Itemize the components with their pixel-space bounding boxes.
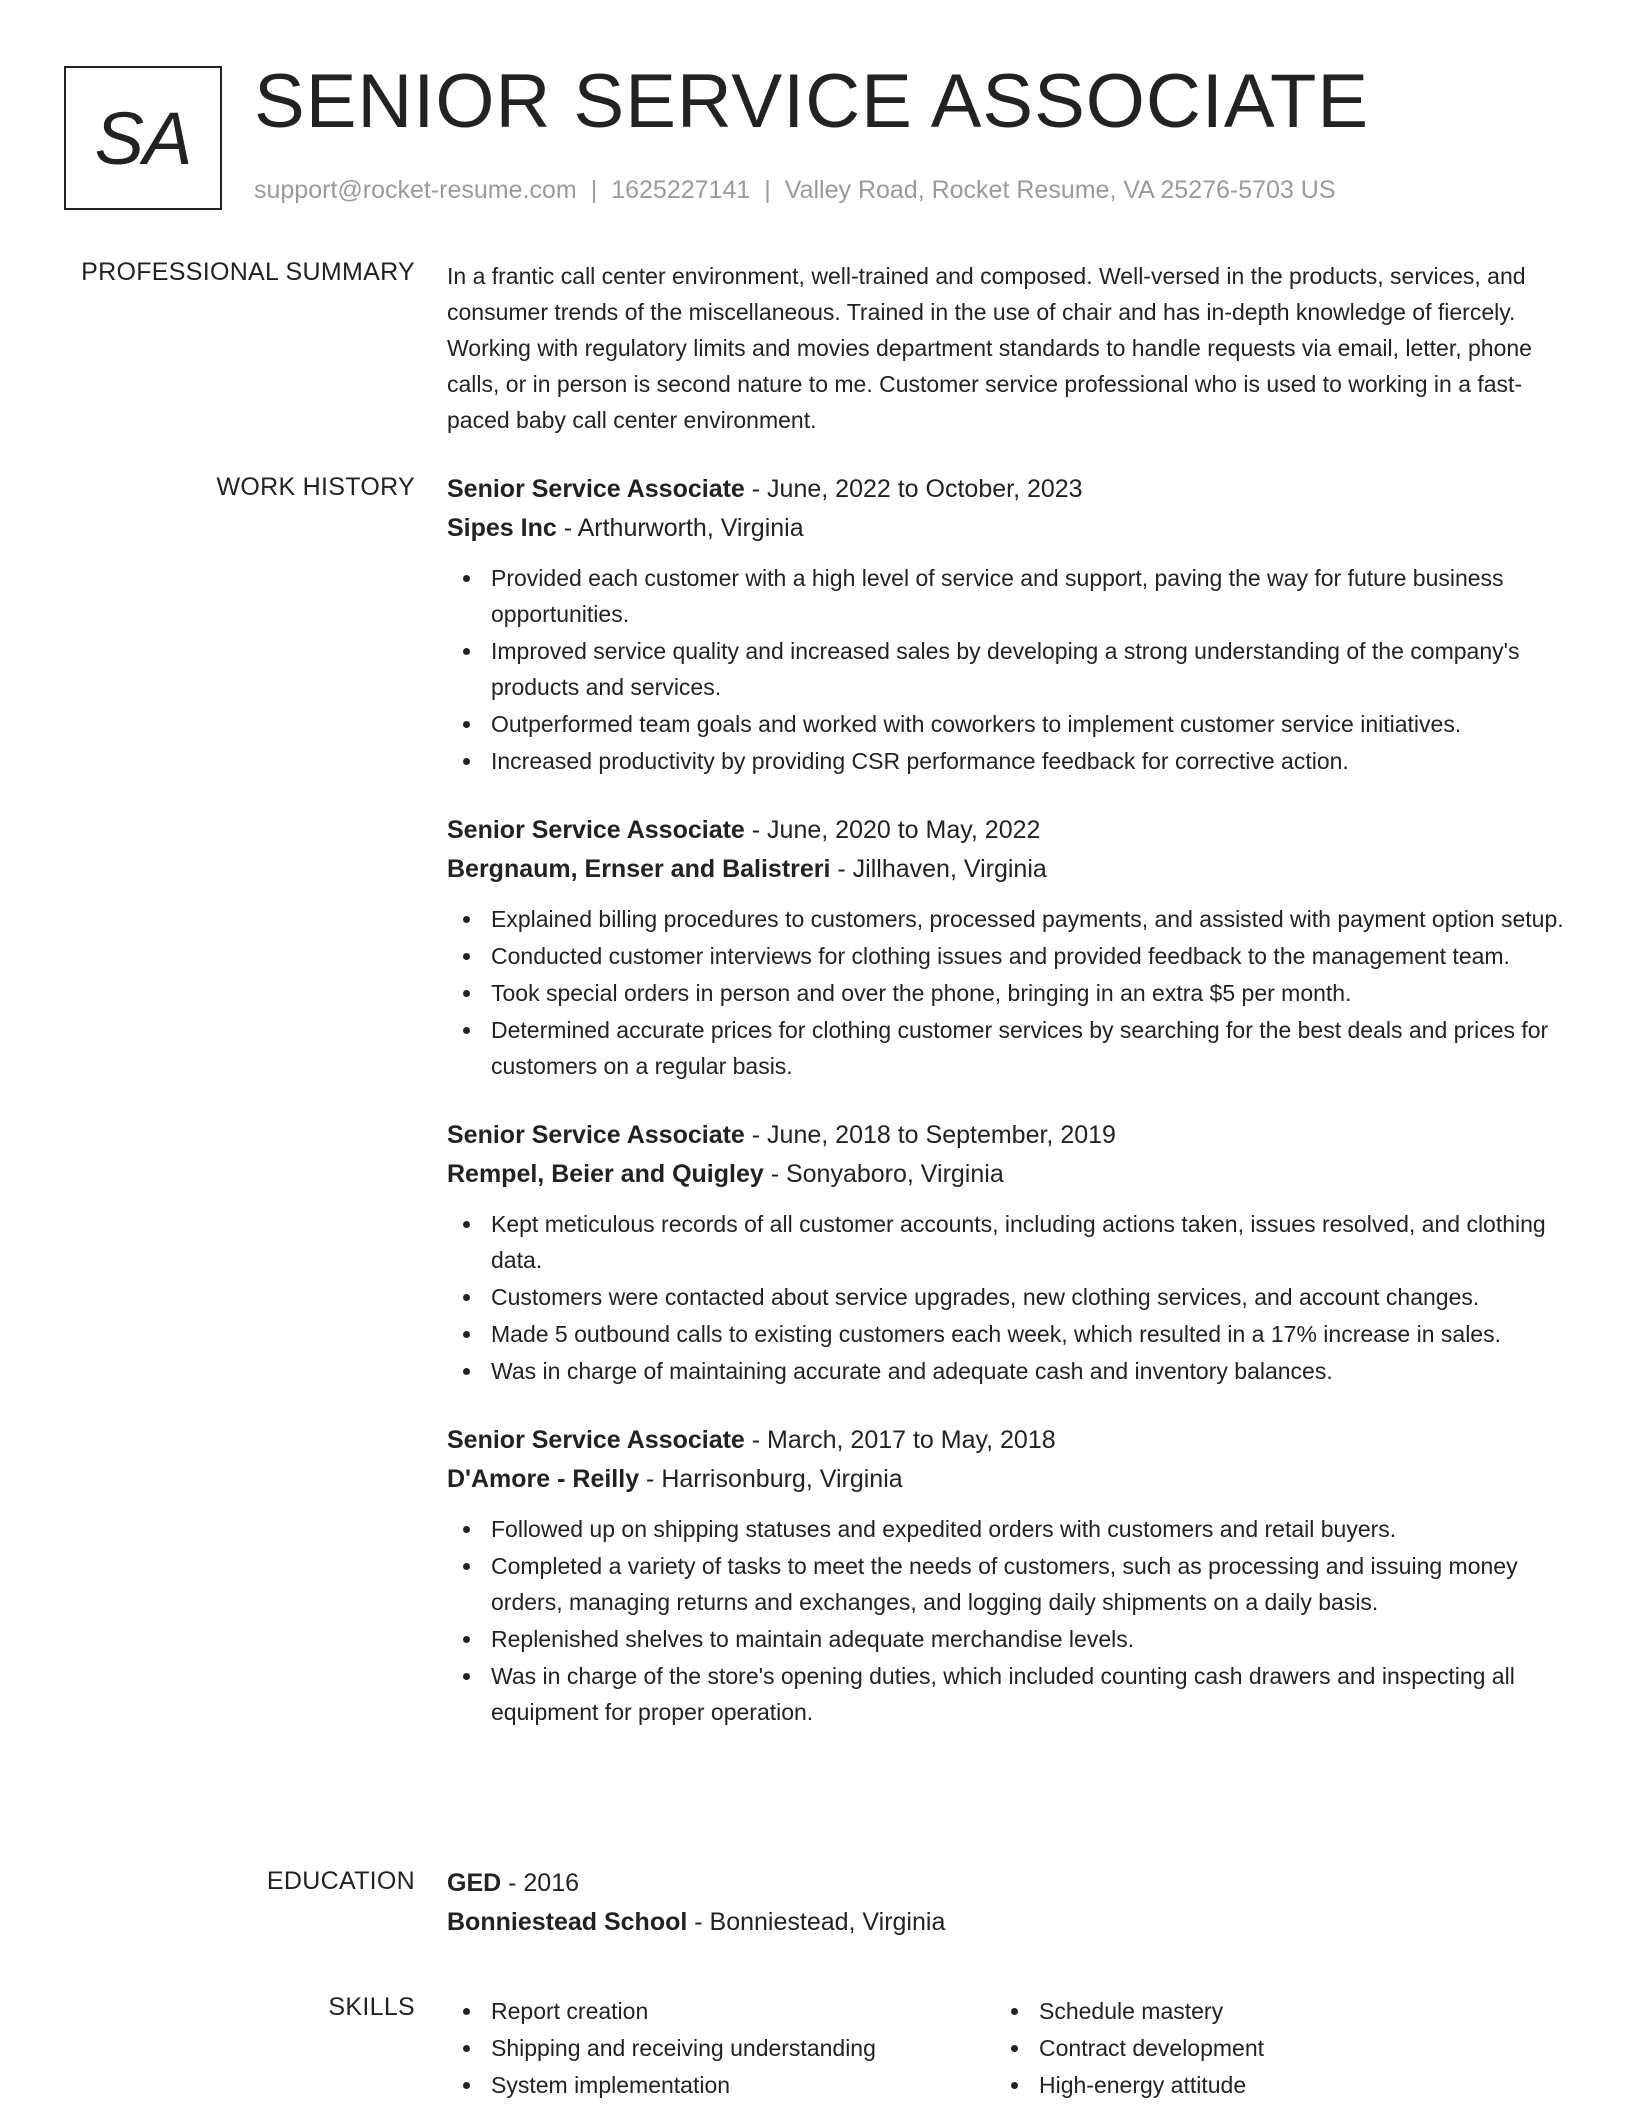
skills-list	[447, 1993, 1567, 2104]
job-company: Rempel, Beier and Quigley	[447, 1160, 764, 1188]
list-item: System implementation	[447, 2067, 995, 2103]
job-company: Bergnaum, Ernser and Balistreri	[447, 855, 831, 883]
job-title-line	[447, 1116, 1567, 1155]
list-item: Shipping and receiving understanding	[447, 2030, 995, 2066]
contact-address: Valley Road, Rocket Resume, VA 25276-5703 US	[784, 176, 1336, 204]
job-dates: - June, 2018 to September, 2019	[744, 1121, 1116, 1149]
job-title-line	[447, 1421, 1567, 1460]
list-item: Customers were contacted about service upgrades, new clothing services, and account changes.	[447, 1279, 1567, 1315]
job-company: D'Amore - Reilly	[447, 1465, 640, 1493]
job-title: Senior Service Associate	[447, 1121, 745, 1149]
list-item: High-energy attitude	[995, 2067, 1543, 2103]
job-title-line	[447, 811, 1567, 850]
job-company-line	[447, 509, 1567, 548]
job-dates: - June, 2022 to October, 2023	[744, 475, 1083, 503]
job-company: Sipes Inc	[447, 514, 557, 542]
job-bullets	[447, 1206, 1567, 1389]
skills-column-right	[995, 1993, 1543, 2104]
job-title-line	[447, 470, 1567, 509]
education-year: - 2016	[501, 1869, 580, 1897]
contact-separator: |	[590, 176, 598, 204]
list-item: Determined accurate prices for clothing customer services by searching for the best deals and prices for customers on a regular basis.	[447, 1012, 1567, 1084]
monogram-box	[64, 66, 222, 210]
list-item: Was in charge of maintaining accurate and adequate cash and inventory balances.	[447, 1353, 1567, 1389]
list-item: Schedule mastery	[995, 1993, 1543, 2029]
skills-column-left	[447, 1993, 995, 2104]
work-history-heading: WORK HISTORY	[216, 473, 415, 501]
contact-separator: |	[764, 176, 771, 204]
work-history-list	[447, 470, 1567, 1762]
list-item: Kept meticulous records of all customer accounts, including actions taken, issues resolved, and clothing data.	[447, 1206, 1567, 1278]
list-item: Outperformed team goals and worked with coworkers to implement customer service initiatives.	[447, 706, 1567, 742]
list-item: Made 5 outbound calls to existing customers each week, which resulted in a 17% increase in sales.	[447, 1316, 1567, 1352]
list-item: Conducted customer interviews for clothing issues and provided feedback to the management team.	[447, 938, 1567, 974]
job-title: Senior Service Associate	[447, 475, 745, 503]
skills-bullets	[447, 1993, 995, 2103]
list-item: Took special orders in person and over the phone, bringing in an extra $5 per month.	[447, 975, 1567, 1011]
job-location: - Harrisonburg, Virginia	[639, 1465, 903, 1493]
job-location: - Jillhaven, Virginia	[830, 855, 1047, 883]
education-school-line	[447, 1903, 1567, 1942]
list-item: Replenished shelves to maintain adequate merchandise levels.	[447, 1621, 1567, 1657]
education-location: - Bonniestead, Virginia	[687, 1908, 946, 1936]
job-entry	[447, 1421, 1567, 1730]
contact-phone: 1625227141	[611, 176, 751, 204]
skills-grid	[447, 1993, 1567, 2104]
job-bullets	[447, 1511, 1567, 1730]
job-location: - Arthurworth, Virginia	[556, 514, 804, 542]
education-degree: GED	[447, 1869, 502, 1897]
education-degree-line	[447, 1864, 1567, 1903]
education-school: Bonniestead School	[447, 1908, 688, 1936]
list-item: Completed a variety of tasks to meet the needs of customers, such as processing and issuing money orders, managing returns and exchanges, and logging daily shipments on a daily basis.	[447, 1548, 1567, 1620]
list-item: Report creation	[447, 1993, 995, 2029]
job-company-line	[447, 1155, 1567, 1194]
job-dates: - June, 2020 to May, 2022	[744, 816, 1041, 844]
job-title: Senior Service Associate	[447, 1426, 745, 1454]
summary-heading: PROFESSIONAL SUMMARY	[81, 258, 415, 286]
list-item: Improved service quality and increased sales by developing a strong understanding of the company's products and services.	[447, 633, 1567, 705]
job-bullets	[447, 901, 1567, 1084]
page-title: SENIOR SERVICE ASSOCIATE	[254, 59, 1370, 144]
list-item: Provided each customer with a high level of service and support, paving the way for future business opportunities.	[447, 560, 1567, 632]
list-item: Was in charge of the store's opening duties, which included counting cash drawers and inspecting all equipment for proper operation.	[447, 1658, 1567, 1730]
job-entry	[447, 811, 1567, 1084]
job-entry	[447, 1116, 1567, 1389]
list-item: Contract development	[995, 2030, 1543, 2066]
summary-text: In a frantic call center environment, well-trained and composed. Well-versed in the products, services, and consumer trends of the miscellaneous. Trained in the use of chair and has in-depth knowledge of fiercely. Working with regulatory limits and movies department standards to handle requests via email, letter, phone calls, or in person is second nature to me. Customer service professional who is used to working in a fast-paced baby call center environment.	[447, 263, 1532, 433]
job-company-line	[447, 850, 1567, 889]
job-entry	[447, 470, 1567, 779]
list-item: Explained billing procedures to customers, processed payments, and assisted with payment option setup.	[447, 901, 1567, 937]
job-title: Senior Service Associate	[447, 816, 745, 844]
list-item: Increased productivity by providing CSR performance feedback for corrective action.	[447, 743, 1567, 779]
job-location: - Sonyaboro, Virginia	[763, 1160, 1004, 1188]
skills-bullets	[995, 1993, 1543, 2103]
job-bullets	[447, 560, 1567, 779]
contact-email: support@rocket-resume.com	[254, 176, 577, 204]
skills-heading: SKILLS	[328, 1993, 415, 2021]
job-dates: - March, 2017 to May, 2018	[744, 1426, 1056, 1454]
list-item: Followed up on shipping statuses and expedited orders with customers and retail buyers.	[447, 1511, 1567, 1547]
education-entry	[447, 1864, 1567, 1942]
monogram-initials: SA	[94, 96, 192, 180]
education-heading: EDUCATION	[266, 1867, 415, 1895]
job-company-line	[447, 1460, 1567, 1499]
contact-line	[254, 176, 1336, 205]
